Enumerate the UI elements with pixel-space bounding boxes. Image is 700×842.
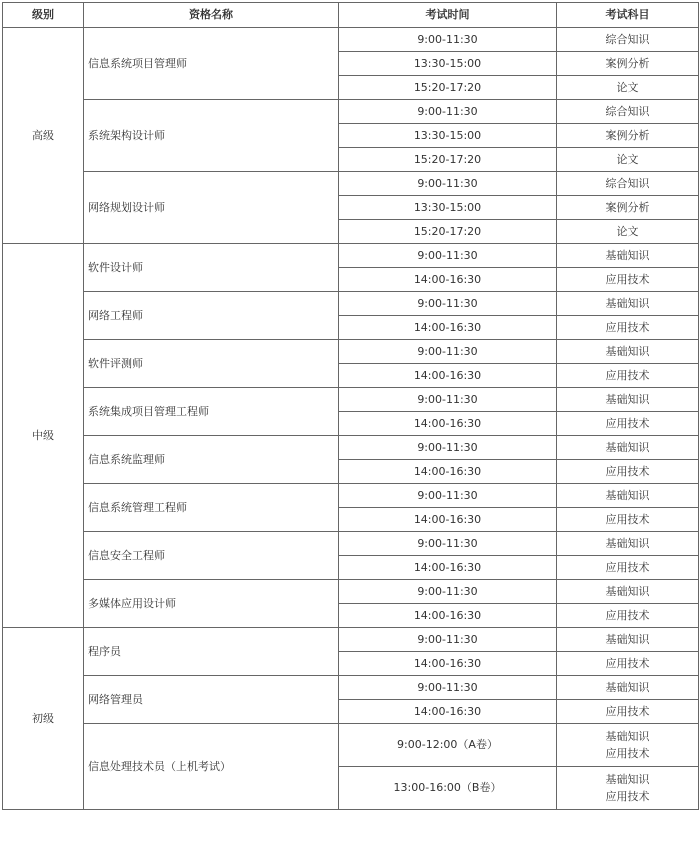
header-level: 级别: [3, 3, 84, 28]
qualification-cell: 系统集成项目管理工程师: [84, 388, 339, 436]
exam-time-cell: 9:00-11:30: [339, 436, 557, 460]
qualification-cell: 多媒体应用设计师: [84, 580, 339, 628]
table-row: [3, 244, 699, 268]
exam-subject-cell: [557, 124, 699, 148]
exam-subject-cell: [557, 220, 699, 244]
qualification-cell: 软件评测师: [84, 340, 339, 388]
exam-time-cell: 9:00-11:30: [339, 628, 557, 652]
exam-subject-text: 论文: [616, 224, 639, 238]
exam-subject-cell: [557, 460, 699, 484]
exam-subject-cell: [557, 436, 699, 460]
exam-subject-text: 应用技术: [605, 704, 650, 718]
exam-time-cell: 9:00-11:30: [339, 532, 557, 556]
table-row: [3, 676, 699, 700]
exam-subject-text: 基础知识: [605, 773, 650, 786]
exam-subject-cell: [557, 388, 699, 412]
table-row: [3, 28, 699, 52]
exam-subject-text: 应用技术: [605, 608, 650, 622]
qualification-cell: 信息系统项目管理师: [84, 28, 339, 100]
table-row: [3, 100, 699, 124]
table-row: [3, 292, 699, 316]
exam-subject-text: 应用技术: [605, 790, 650, 803]
exam-subject-text: 基础知识: [605, 248, 650, 262]
exam-time-cell: 14:00-16:30: [339, 508, 557, 532]
table-row: [3, 580, 699, 604]
header-subject: 考试科目: [557, 3, 699, 28]
exam-time-cell: 13:00-16:00（B卷）: [339, 767, 557, 810]
exam-time-cell: 9:00-11:30: [339, 388, 557, 412]
exam-subject-cell: [557, 292, 699, 316]
table-row: [3, 628, 699, 652]
exam-time-cell: 9:00-11:30: [339, 580, 557, 604]
exam-subject-cell: [557, 28, 699, 52]
table-row: [3, 484, 699, 508]
exam-subject-cell: [557, 604, 699, 628]
exam-time-cell: 9:00-11:30: [339, 676, 557, 700]
qualification-cell: 信息系统监理师: [84, 436, 339, 484]
exam-subject-text: 应用技术: [605, 464, 650, 478]
qualification-cell: 系统架构设计师: [84, 100, 339, 172]
exam-subject-text: 案例分析: [605, 128, 650, 142]
exam-subject-text: 基础知识: [605, 536, 650, 550]
exam-subject-cell: [557, 628, 699, 652]
exam-subject-cell: [557, 508, 699, 532]
exam-subject-text: 应用技术: [605, 272, 650, 286]
header-row: [3, 3, 699, 28]
exam-time-cell: 9:00-11:30: [339, 172, 557, 196]
exam-subject-cell: [557, 100, 699, 124]
table-row: [3, 532, 699, 556]
table-row: [3, 340, 699, 364]
level-cell: 初级: [3, 628, 84, 810]
exam-subject-text: 基础知识: [605, 680, 650, 694]
exam-time-cell: 14:00-16:30: [339, 364, 557, 388]
exam-time-cell: 14:00-16:30: [339, 316, 557, 340]
exam-subject-text: 应用技术: [605, 512, 650, 526]
exam-subject-text: 案例分析: [605, 200, 650, 214]
exam-subject-text: 应用技术: [605, 747, 650, 760]
table-row: [3, 436, 699, 460]
exam-subject-cell: [557, 532, 699, 556]
exam-subject-text: 应用技术: [605, 560, 650, 574]
exam-subject-text: 应用技术: [605, 320, 650, 334]
exam-time-cell: 14:00-16:30: [339, 460, 557, 484]
exam-time-cell: 13:30-15:00: [339, 124, 557, 148]
qualification-cell: 信息安全工程师: [84, 532, 339, 580]
exam-time-cell: 14:00-16:30: [339, 268, 557, 292]
exam-time-cell: 9:00-11:30: [339, 28, 557, 52]
exam-subject-cell: [557, 700, 699, 724]
exam-time-cell: 14:00-16:30: [339, 556, 557, 580]
table-row: [3, 172, 699, 196]
exam-time-cell: 14:00-16:30: [339, 700, 557, 724]
exam-time-cell: 14:00-16:30: [339, 412, 557, 436]
exam-subject-cell: [557, 364, 699, 388]
exam-subject-cell: [557, 244, 699, 268]
header-qualification: 资格名称: [84, 3, 339, 28]
exam-time-cell: 9:00-11:30: [339, 484, 557, 508]
qualification-cell: 信息处理技术员（上机考试）: [84, 724, 339, 810]
exam-subject-cell: [557, 76, 699, 100]
exam-subject-cell: [557, 268, 699, 292]
exam-subject-text: 论文: [616, 80, 639, 94]
qualification-cell: 网络规划设计师: [84, 172, 339, 244]
qualification-cell: 网络管理员: [84, 676, 339, 724]
exam-subject-text: 基础知识: [605, 440, 650, 454]
exam-subject-cell: [557, 652, 699, 676]
exam-time-cell: 9:00-11:30: [339, 100, 557, 124]
exam-subject-cell: [557, 676, 699, 700]
exam-subject-text: 基础知识: [605, 584, 650, 598]
exam-subject-text: 论文: [616, 152, 639, 166]
qualification-cell: 程序员: [84, 628, 339, 676]
exam-time-cell: 9:00-12:00（A卷）: [339, 724, 557, 767]
exam-time-cell: 9:00-11:30: [339, 292, 557, 316]
table-body: [3, 28, 699, 810]
exam-subject-text: 案例分析: [605, 56, 650, 70]
exam-subject-cell: [557, 172, 699, 196]
exam-subject-cell: [557, 196, 699, 220]
exam-subject-cell: [557, 316, 699, 340]
exam-subject-cell: [557, 148, 699, 172]
table-row: [3, 388, 699, 412]
exam-subject-cell: [557, 580, 699, 604]
exam-subject-text: 应用技术: [605, 656, 650, 670]
header-time: 考试时间: [339, 3, 557, 28]
exam-time-cell: 15:20-17:20: [339, 76, 557, 100]
exam-time-cell: 15:20-17:20: [339, 148, 557, 172]
exam-subject-text: 应用技术: [605, 368, 650, 382]
exam-time-cell: 13:30-15:00: [339, 52, 557, 76]
exam-time-cell: 14:00-16:30: [339, 604, 557, 628]
exam-subject-text: 应用技术: [605, 416, 650, 430]
exam-subject-text: 综合知识: [605, 32, 650, 46]
exam-subject-cell: [557, 556, 699, 580]
exam-subject-text: 基础知识: [605, 344, 650, 358]
exam-subject-cell: [557, 340, 699, 364]
exam-time-cell: 9:00-11:30: [339, 244, 557, 268]
exam-time-cell: 13:30-15:00: [339, 196, 557, 220]
level-cell: 中级: [3, 244, 84, 628]
exam-subject-text: 基础知识: [605, 488, 650, 502]
exam-subject-cell: [557, 52, 699, 76]
qualification-cell: 网络工程师: [84, 292, 339, 340]
exam-subject-cell: [557, 484, 699, 508]
exam-time-cell: 14:00-16:30: [339, 652, 557, 676]
exam-subject-text: 基础知识: [605, 296, 650, 310]
table-row: [3, 724, 699, 767]
exam-subject-cell: [557, 724, 699, 767]
exam-time-cell: 9:00-11:30: [339, 340, 557, 364]
exam-subject-text: 基础知识: [605, 632, 650, 646]
exam-schedule-table: [2, 2, 699, 810]
exam-time-cell: 15:20-17:20: [339, 220, 557, 244]
level-cell: 高级: [3, 28, 84, 244]
qualification-cell: 软件设计师: [84, 244, 339, 292]
exam-subject-text: 基础知识: [605, 730, 650, 743]
exam-subject-text: 基础知识: [605, 392, 650, 406]
exam-subject-cell: [557, 412, 699, 436]
exam-subject-cell: [557, 767, 699, 810]
exam-subject-text: 综合知识: [605, 176, 650, 190]
exam-subject-text: 综合知识: [605, 104, 650, 118]
qualification-cell: 信息系统管理工程师: [84, 484, 339, 532]
